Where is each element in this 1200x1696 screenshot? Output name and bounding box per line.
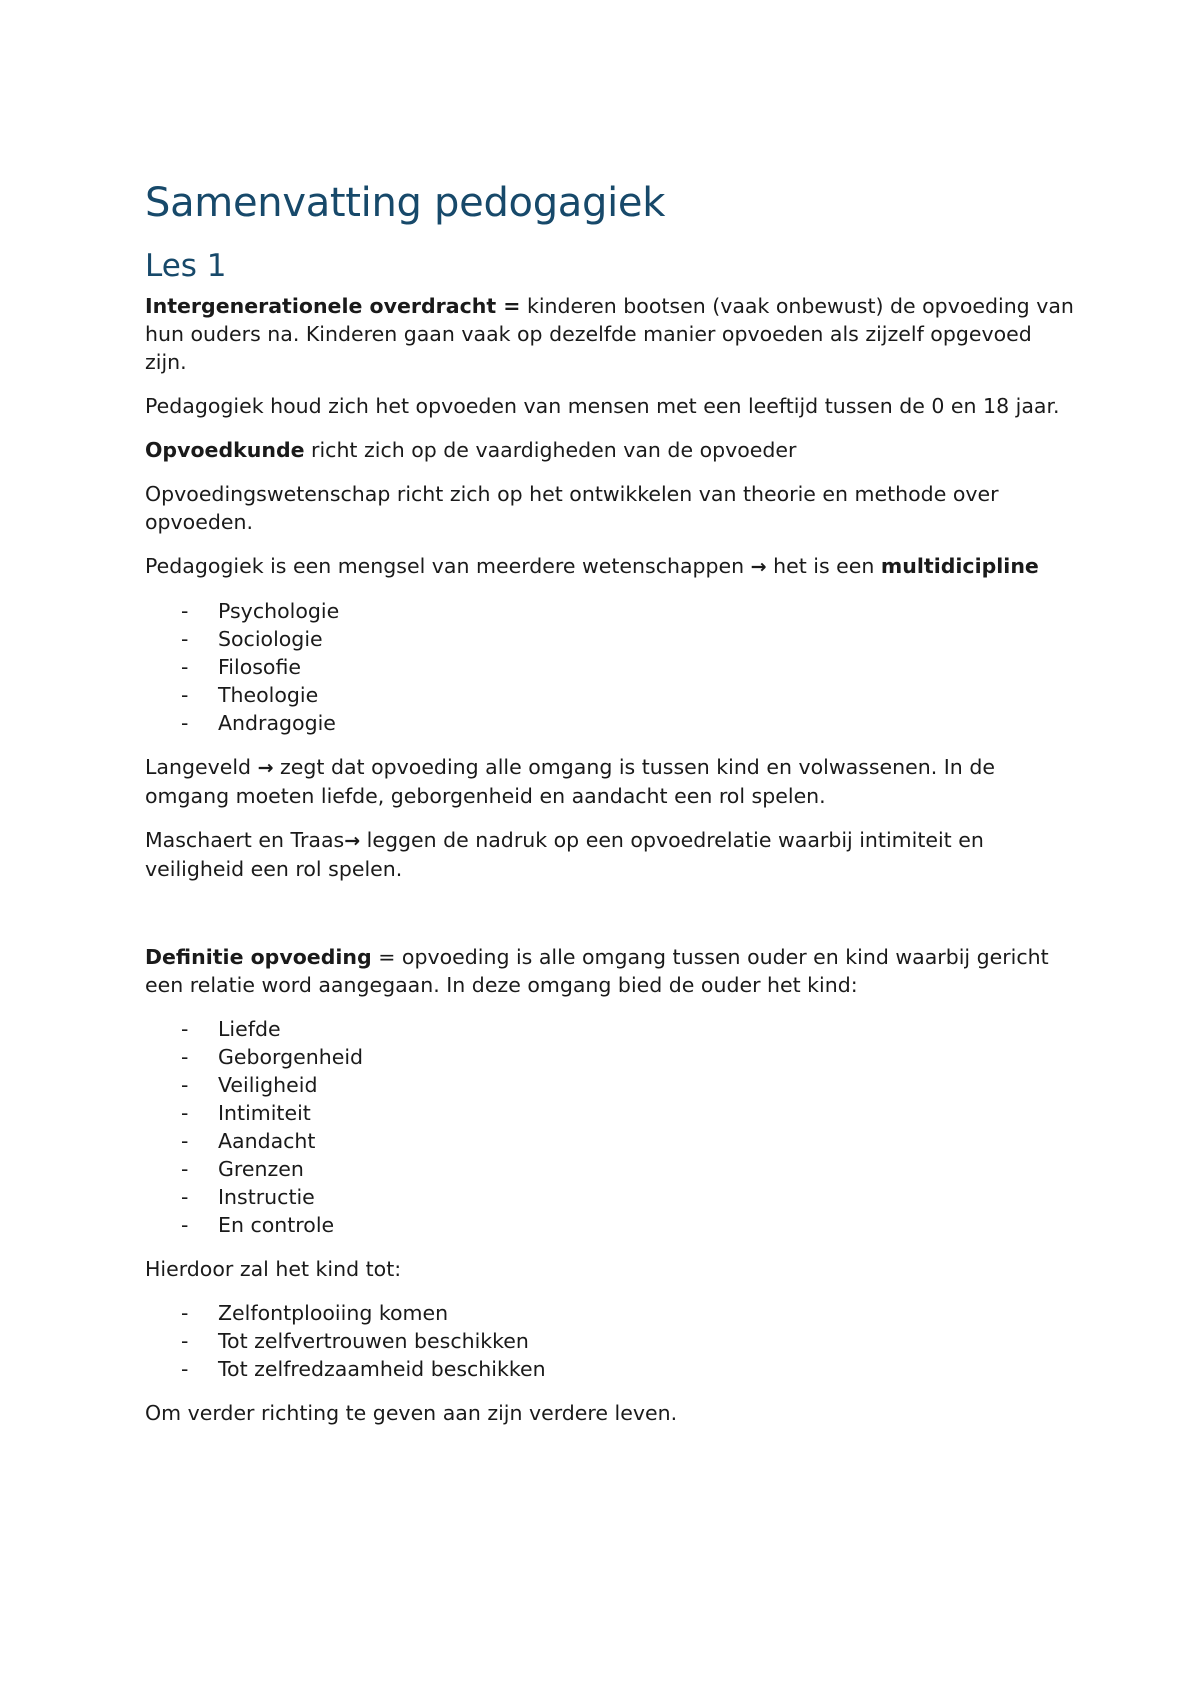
arrow-right-icon: →	[257, 757, 274, 779]
parent-offers-list	[145, 1015, 1075, 1239]
paragraph-text: Pedagogiek is een mengsel van meerdere wetenschappen	[145, 554, 751, 578]
list-item: - Geborgenheid	[145, 1043, 1075, 1071]
section-heading: Les 1	[145, 248, 227, 284]
paragraph-text: zegt dat opvoeding alle omgang is tussen kind en volwassenen. In de omgang moeten liefde, geborgenheid en aandacht een rol spelen.	[145, 755, 995, 808]
document-page	[145, 178, 1075, 1443]
term-intergenerational: Intergenerationele overdracht =	[145, 294, 521, 318]
list-item: - Intimiteit	[145, 1099, 1075, 1127]
paragraph-opvoedkunde	[145, 436, 1075, 464]
term-multidicipline: multidicipline	[880, 554, 1039, 578]
paragraph-text: = opvoeding is alle omgang tussen ouder en kind waarbij gericht een relatie word aangegaan. In deze omgang bied de ouder het kind:	[145, 945, 1049, 997]
author-name: Maschaert en Traas	[145, 828, 345, 852]
term-opvoedkunde: Opvoedkunde	[145, 438, 305, 462]
document-title: Samenvatting pedogagiek	[145, 180, 666, 226]
list-item: - Theologie	[145, 681, 1075, 709]
paragraph-closing: Om verder richting te geven aan zijn verdere leven.	[145, 1401, 678, 1425]
list-item: - Veiligheid	[145, 1071, 1075, 1099]
arrow-right-icon: →	[344, 830, 361, 852]
list-item: - Andragogie	[145, 709, 1075, 737]
paragraph-hierdoor: Hierdoor zal het kind tot:	[145, 1257, 402, 1281]
blank-line	[145, 899, 1075, 943]
arrow-right-icon: →	[750, 556, 767, 578]
list-item: - En controle	[145, 1211, 1075, 1239]
author-name: Langeveld	[145, 755, 258, 779]
list-item: - Tot zelfvertrouwen beschikken	[145, 1327, 1075, 1355]
paragraph-langeveld	[145, 753, 1075, 810]
list-item: - Sociologie	[145, 625, 1075, 653]
paragraph-opvoedingswetenschap: Opvoedingswetenschap richt zich op het ontwikkelen van theorie en methode over opvoeden.	[145, 482, 999, 534]
paragraph-definition	[145, 943, 1075, 999]
paragraph-maschaert-traas	[145, 826, 1075, 883]
list-item: - Liefde	[145, 1015, 1075, 1043]
list-item: - Grenzen	[145, 1155, 1075, 1183]
list-item: - Psychologie	[145, 597, 1075, 625]
paragraph-intergenerational	[145, 292, 1075, 376]
paragraph-multidiscipline	[145, 552, 1075, 581]
child-outcomes-list	[145, 1299, 1075, 1383]
paragraph-text: het is een	[766, 554, 881, 578]
list-item: - Instructie	[145, 1183, 1075, 1211]
paragraph-pedagogy-age: Pedagogiek houd zich het opvoeden van mensen met een leeftijd tussen de 0 en 18 jaar.	[145, 394, 1060, 418]
discipline-list	[145, 597, 1075, 737]
list-item: - Tot zelfredzaamheid beschikken	[145, 1355, 1075, 1383]
list-item: - Zelfontplooiing komen	[145, 1299, 1075, 1327]
term-definitie-opvoeding: Definitie opvoeding	[145, 945, 372, 969]
paragraph-text: leggen de nadruk op een opvoedrelatie waarbij intimiteit en veiligheid een rol spelen.	[145, 828, 984, 881]
paragraph-text: kinderen bootsen (vaak onbewust) de opvoeding van hun ouders na. Kinderen gaan vaak op dezelfde manier opvoeden als zijzelf opgevoed zijn.	[145, 294, 1074, 374]
list-item: - Filosofie	[145, 653, 1075, 681]
paragraph-text: richt zich op de vaardigheden van de opvoeder	[304, 438, 797, 462]
list-item: - Aandacht	[145, 1127, 1075, 1155]
